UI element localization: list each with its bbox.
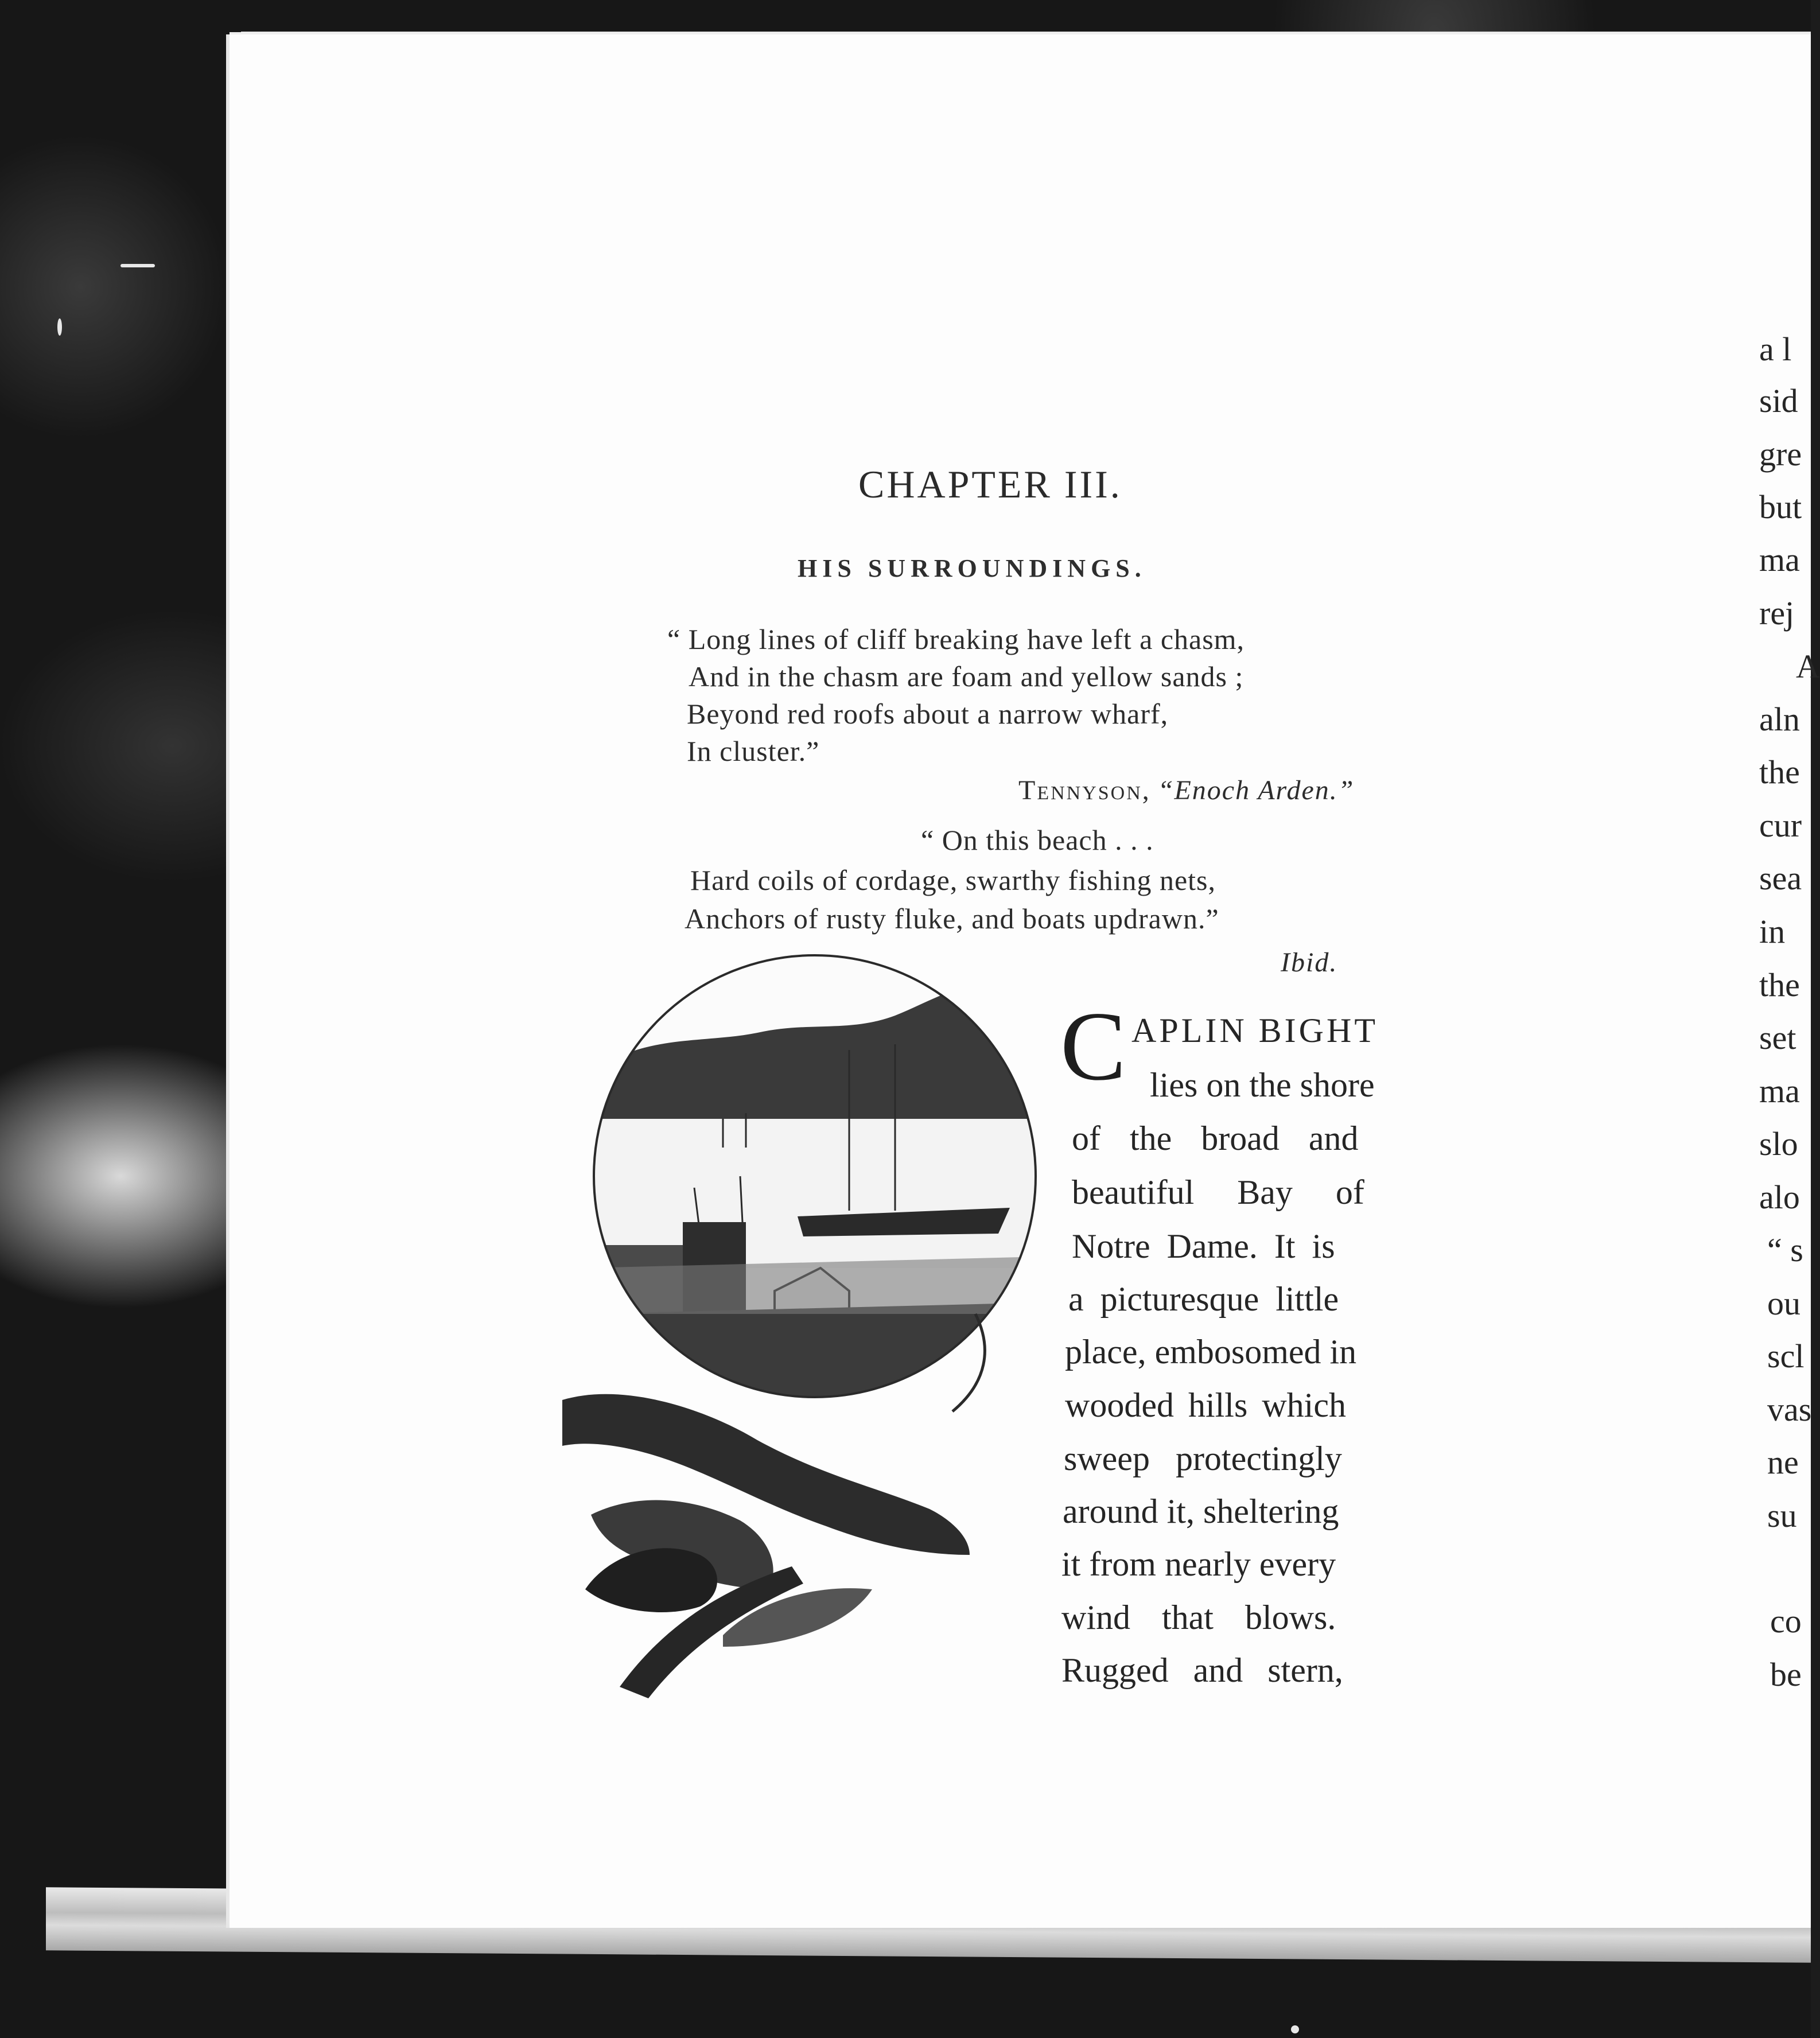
next-page-line: the (1759, 966, 1800, 1004)
dust-speck (1291, 2025, 1299, 2033)
next-page-line: sea (1759, 859, 1802, 897)
chapter-subtitle: HIS SURROUNDINGS. (798, 554, 1146, 582)
next-page-line: sid (1759, 382, 1798, 419)
dust-speck (57, 318, 62, 336)
next-page-line: ma (1759, 541, 1800, 578)
next-page-line: the (1759, 753, 1800, 791)
body-line: around it, sheltering (1063, 1492, 1339, 1530)
next-page-line: “ s (1767, 1231, 1803, 1269)
body-line: place, embosomed in (1065, 1333, 1357, 1371)
next-page-line: alo (1759, 1179, 1800, 1216)
harbour-vignette-illustration (551, 947, 1067, 1710)
next-page-line: gre (1759, 435, 1802, 473)
next-page-line: su (1767, 1497, 1797, 1534)
epigraph-line: Hard coils of cordage, swarthy fishing nets, (690, 864, 1216, 896)
next-page-line: set (1759, 1019, 1796, 1056)
next-page-line: a l (1759, 330, 1792, 368)
chapter-title: CHAPTER III. (858, 462, 1122, 506)
body-line: beautiful Bay of (1072, 1173, 1364, 1211)
attribution-author: Tennyson, (1018, 775, 1151, 806)
body-line: Rugged and stern, (1061, 1651, 1343, 1689)
next-page-line: A (1796, 648, 1820, 685)
next-page-line: ma (1759, 1072, 1800, 1110)
next-page-line: vas (1767, 1391, 1812, 1428)
next-page-line: cur (1759, 807, 1802, 844)
body-line: APLIN BIGHT (1131, 1012, 1378, 1049)
next-page-line: slo (1759, 1125, 1798, 1162)
body-line: wooded hills which (1065, 1386, 1346, 1424)
epigraph-line: “ On this beach . . . (921, 824, 1154, 856)
body-line: wind that blows. (1061, 1598, 1336, 1636)
next-page-line: be (1770, 1656, 1802, 1693)
body-line: it from nearly every (1061, 1545, 1336, 1583)
next-page-line: scl (1767, 1337, 1805, 1375)
body-line: of the broad and (1072, 1119, 1359, 1157)
next-page-line: but (1759, 488, 1802, 526)
epigraph-line: “ Long lines of cliff breaking have left a chasm, (667, 623, 1245, 655)
body-line: Notre Dame. It is (1072, 1227, 1335, 1265)
epigraph-line: And in the chasm are foam and yellow sands ; (689, 660, 1244, 693)
attribution-work: “Enoch Arden.” (1157, 775, 1355, 806)
dust-speck (120, 264, 155, 267)
drop-cap: C (1060, 992, 1126, 1101)
body-line: sweep protectingly (1064, 1440, 1342, 1477)
body-line: a picturesque little (1068, 1280, 1339, 1318)
next-page-line: ne (1767, 1444, 1799, 1481)
next-page-line: aln (1759, 701, 1800, 738)
epigraph-line: Anchors of rusty fluke, and boats updrawn.” (685, 903, 1219, 935)
epigraph-line: Beyond red roofs about a narrow wharf, (687, 698, 1169, 730)
epigraph-attribution (1018, 775, 1354, 806)
next-page-line: in (1759, 913, 1786, 950)
attribution-ibid: Ibid. (1281, 947, 1338, 978)
next-page-line: rej (1759, 594, 1795, 632)
epigraph-attribution (1281, 947, 1337, 978)
next-page-line: ou (1767, 1285, 1800, 1322)
epigraph-line: In cluster.” (687, 735, 820, 767)
next-page-line: co (1770, 1603, 1802, 1640)
body-line: lies on the shore (1150, 1066, 1375, 1104)
